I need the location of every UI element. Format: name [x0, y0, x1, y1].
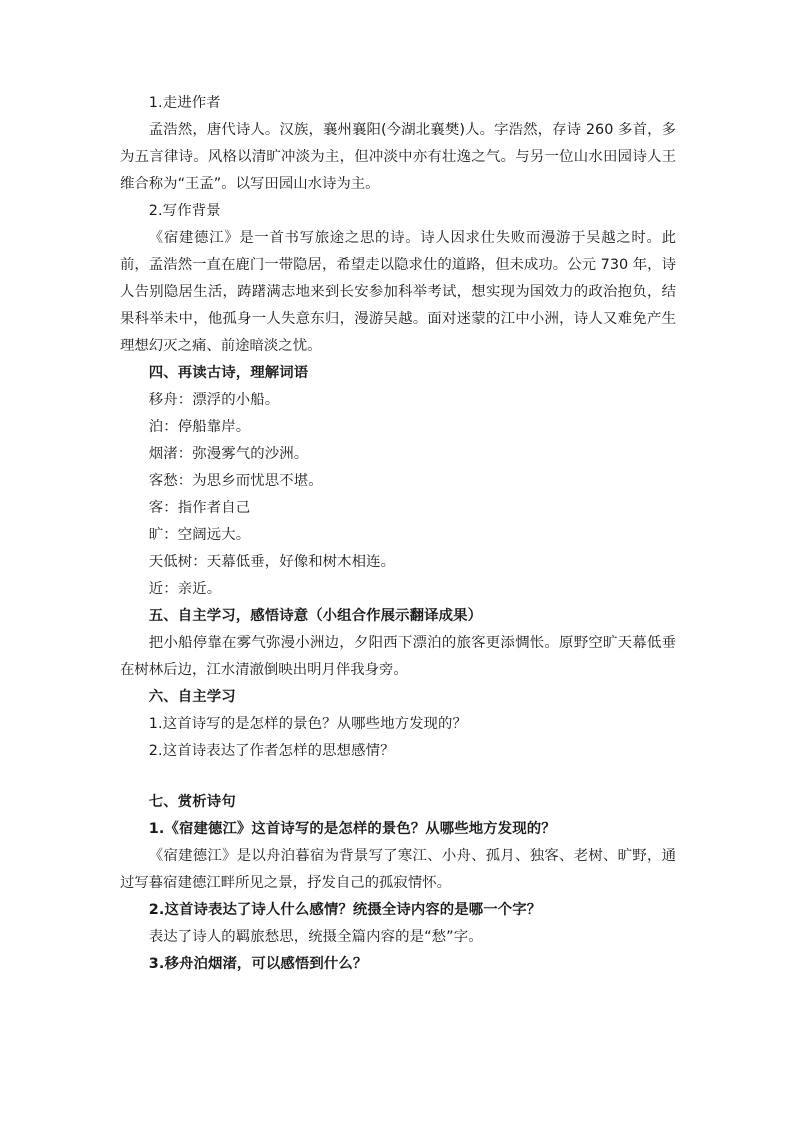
background-paragraph: 《宿建德江》是一首书写旅途之思的诗。诗人因求仕失败而漫游于吴越之时。此前，孟浩然一直在鹿门一带隐居，希望走以隐求仕的道路，但未成功。公元 730 年，诗人告别隐居生活，踌躇满志地来到长安参加科举考试，想实现为国效力的政治抱负，结果科举未中，他孤身一人失意东归，漫游吴越。面对迷蒙的江中小洲，诗人又难免产生理想幻灭之痛、前途暗淡之忧。 — [120, 230, 676, 354]
analysis-question-1: 1.《宿建德江》这首诗写的是怎样的景色？从哪些地方发现的？ — [148, 821, 556, 837]
analysis-question-3: 3.移舟泊烟渚，可以感悟到什么？ — [148, 956, 368, 972]
analysis-question-2: 2.这首诗表达了诗人什么感情？统摄全诗内容的是哪一个字？ — [148, 902, 542, 918]
section-4-heading: 四、再读古诗，理解词语 — [148, 365, 309, 381]
analysis-answer-2: 表达了诗人的羁旅愁思，统摄全篇内容的是“愁”字。 — [148, 929, 483, 945]
author-paragraph: 孟浩然，唐代诗人。汉族，襄州襄阳(今湖北襄樊)人。字浩然，存诗 260 多首，多为五言律诗。风格以清旷冲淡为主，但冲淡中亦有壮逸之气。与另一位山水田园诗人王维合称为“王孟”。以写田园山水诗为主。 — [120, 122, 676, 192]
term-item: 近：亲近。 — [148, 581, 222, 597]
term-item: 天低树：天幕低垂，好像和树木相连。 — [148, 554, 396, 570]
section-7-heading: 七、赏析诗句 — [148, 794, 236, 810]
study-question: 1.这首诗写的是怎样的景色？从哪些地方发现的？ — [148, 716, 468, 732]
author-heading: 1.走进作者 — [148, 95, 221, 111]
term-item: 移舟：漂浮的小船。 — [148, 392, 280, 408]
study-question: 2.这首诗表达了作者怎样的思想感情？ — [148, 743, 395, 759]
analysis-answer-1: 《宿建德江》是以舟泊暮宿为背景写了寒江、小舟、孤月、独客、老树、旷野，通过写暮宿建德江畔所见之景，抒发自己的孤寂情怀。 — [120, 848, 676, 891]
background-heading: 2.写作背景 — [148, 203, 221, 219]
term-item: 旷：空阔远大。 — [148, 527, 251, 543]
document-page — [120, 90, 676, 978]
blank-line — [120, 765, 676, 789]
section-6-heading: 六、自主学习 — [148, 689, 236, 705]
term-item: 客愁：为思乡而忧思不堪。 — [148, 473, 323, 489]
term-list — [120, 387, 676, 603]
translation-paragraph: 把小船停靠在雾气弥漫小洲边，夕阳西下漂泊的旅客更添惆怅。原野空旷天幕低垂在树林后边，江水清澈倒映出明月伴我身旁。 — [120, 635, 676, 678]
term-item: 泊：停船靠岸。 — [148, 419, 251, 435]
section-5-heading: 五、自主学习，感悟诗意（小组合作展示翻译成果） — [148, 608, 483, 624]
term-item: 烟渚：弥漫雾气的沙洲。 — [148, 446, 309, 462]
term-item: 客：指作者自己 — [148, 500, 251, 516]
